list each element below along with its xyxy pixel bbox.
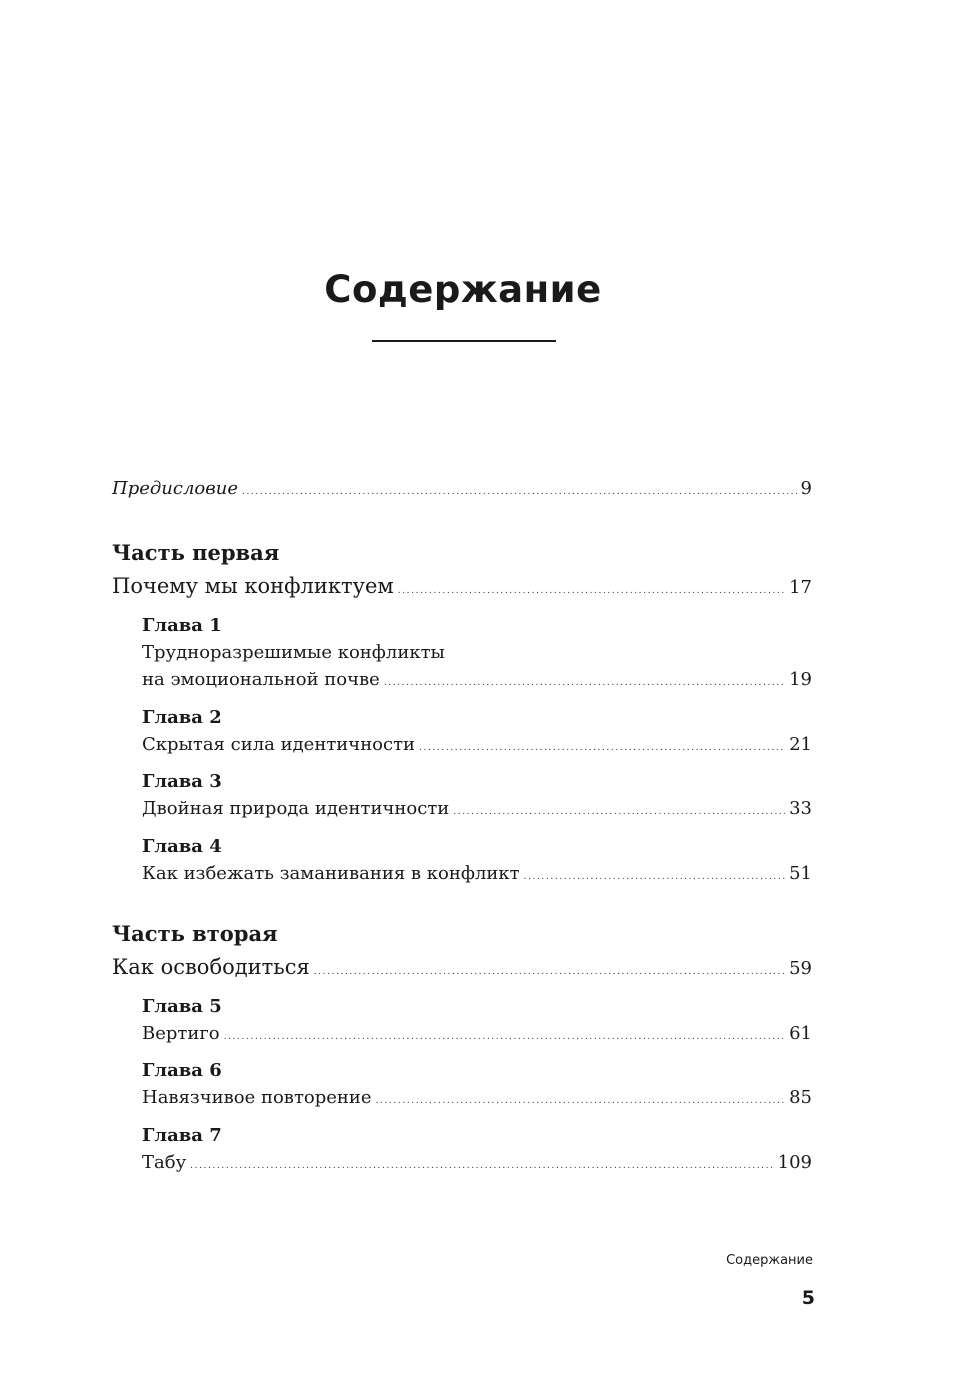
dot-leader xyxy=(524,872,786,882)
toc-entry-chapter-1[interactable] xyxy=(142,669,812,690)
page-title: Содержание xyxy=(324,268,602,311)
toc-entry-label: Скрытая сила идентичности xyxy=(142,734,416,755)
chapter-heading: Глава 1 xyxy=(142,615,222,636)
toc-entry-preface[interactable] xyxy=(112,478,812,499)
toc-page-number: 85 xyxy=(789,1087,812,1108)
toc-entry-label: Вертиго xyxy=(142,1023,220,1044)
running-footer: Содержание xyxy=(726,1253,813,1268)
toc-page-number: 21 xyxy=(789,734,812,755)
toc-page-number: 17 xyxy=(789,577,812,598)
toc-entry-label: Как избежать заманивания в конфликт xyxy=(142,863,520,884)
toc-entry-label: на эмоциональной почве xyxy=(142,669,380,690)
chapter-heading: Глава 5 xyxy=(142,996,222,1017)
toc-entry-part-1[interactable] xyxy=(112,574,812,598)
toc-entry-label: Двойная природа идентичности xyxy=(142,798,450,819)
toc-entry-label: Почему мы конфликтуем xyxy=(112,574,394,598)
toc-entry-label-line: Трудноразрешимые конфликты xyxy=(142,642,445,663)
dot-leader xyxy=(190,1161,773,1171)
chapter-heading: Глава 2 xyxy=(142,707,222,728)
toc-entry-label: Табу xyxy=(142,1152,187,1173)
toc-entry-part-2[interactable] xyxy=(112,955,812,979)
dot-leader xyxy=(224,1032,785,1042)
toc-entry-chapter-7[interactable] xyxy=(142,1152,812,1173)
chapter-heading: Глава 3 xyxy=(142,771,222,792)
toc-page-number: 51 xyxy=(789,863,812,884)
toc-page-number: 19 xyxy=(789,669,812,690)
chapter-heading: Глава 7 xyxy=(142,1125,222,1146)
toc-page-number: 61 xyxy=(789,1023,812,1044)
dot-leader xyxy=(453,807,785,817)
toc-entry-chapter-4[interactable] xyxy=(142,863,812,884)
chapter-heading: Глава 4 xyxy=(142,836,222,857)
toc-entry-chapter-5[interactable] xyxy=(142,1023,812,1044)
toc-entry-label: Навязчивое повторение xyxy=(142,1087,372,1108)
dot-leader xyxy=(314,967,785,977)
title-underline xyxy=(372,340,556,342)
toc-entry-chapter-2[interactable] xyxy=(142,734,812,755)
chapter-heading: Глава 6 xyxy=(142,1060,222,1081)
part-heading: Часть вторая xyxy=(112,921,278,946)
dot-leader xyxy=(376,1096,786,1106)
toc-entry-chapter-6[interactable] xyxy=(142,1087,812,1108)
dot-leader xyxy=(242,487,797,497)
toc-page-number: 59 xyxy=(789,958,812,979)
dot-leader xyxy=(384,678,785,688)
part-heading: Часть первая xyxy=(112,540,280,565)
toc-page-number: 109 xyxy=(777,1152,812,1173)
toc-entry-chapter-3[interactable] xyxy=(142,798,812,819)
toc-page-number: 9 xyxy=(800,478,812,499)
dot-leader xyxy=(419,743,785,753)
dot-leader xyxy=(398,586,785,596)
page-number: 5 xyxy=(801,1287,815,1309)
toc-entry-label: Предисловие xyxy=(112,478,238,499)
toc-page-number: 33 xyxy=(789,798,812,819)
toc-entry-label: Как освободиться xyxy=(112,955,310,979)
